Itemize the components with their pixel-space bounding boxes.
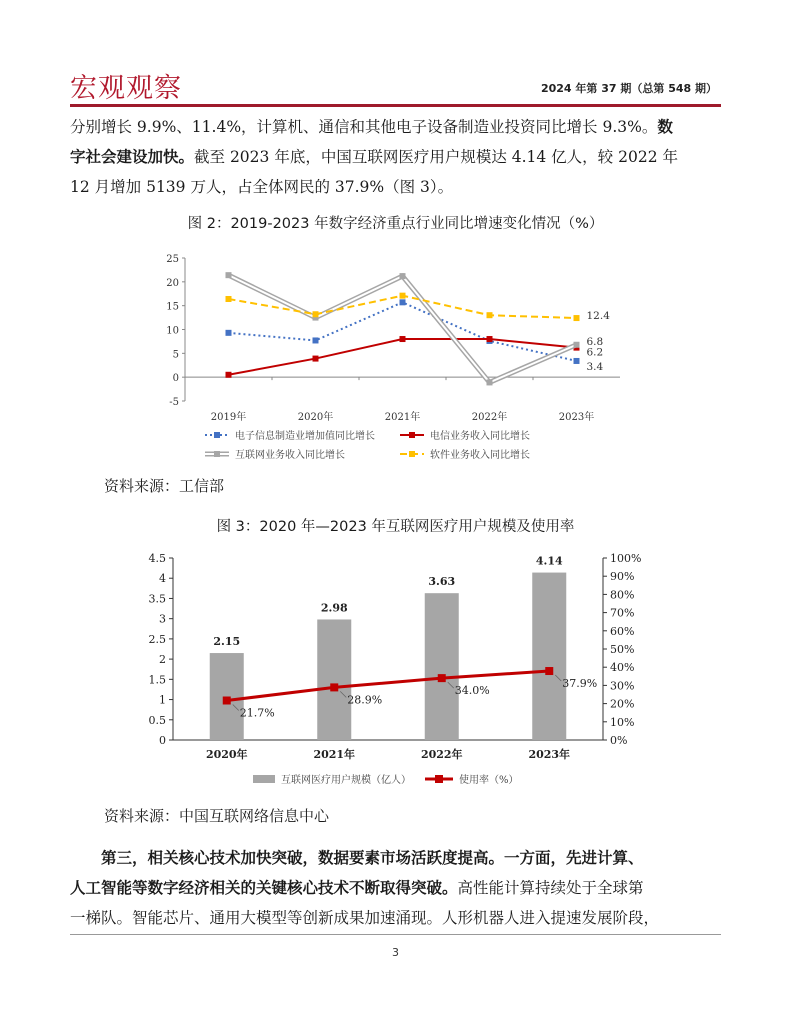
header-rule [70,104,721,107]
legend-line-marker [435,775,443,783]
y-tick-label: 0 [172,373,179,385]
legend-label: 互联网业务收入同比增长 [235,450,345,461]
legend-label: 使用率（%） [459,775,519,786]
body-line: 第三，相关核心技术加快突破，数据要素市场活跃度提高。一方面，先进计算、 [101,849,644,867]
rate-line [227,671,550,700]
x-tick-label: 2020年 [205,748,248,761]
publication-brand: 宏观观察 [70,73,182,104]
left-y-tick-label: 4 [159,572,166,586]
right-y-tick-label: 30% [610,679,635,693]
legend-marker [214,432,220,438]
right-y-tick-label: 10% [610,715,635,729]
left-y-tick-label: 2.5 [148,632,166,646]
legend-label: 电子信息制造业增加值同比增长 [235,431,375,442]
figure2-source: 资料来源：工信部 [104,477,225,495]
left-y-tick-label: 3.5 [148,592,166,606]
data-point [487,336,493,342]
data-point [226,330,232,336]
data-point [313,337,319,343]
figure2-title: 图 2：2019-2023 年数字经济重点行业同比增速变化情况（%） [187,216,604,232]
right-y-tick-label: 70% [610,606,635,620]
rate-value-label: 37.9% [562,677,598,691]
left-y-tick-label: 1.5 [148,673,166,687]
data-point [400,273,406,279]
x-tick-label: 2021年 [313,748,356,761]
data-label: 6.8 [586,335,604,348]
rate-point [330,683,338,691]
right-y-tick-label: 100% [610,552,642,565]
figure3-source: 资料来源：中国互联网络信息中心 [104,807,330,825]
y-tick-label: 20 [166,277,179,289]
x-tick-label: 2020年 [297,412,334,423]
y-tick-label: 5 [172,349,179,361]
legend-label: 互联网医疗用户规模（亿人） [281,775,411,786]
right-y-tick-label: 0% [610,734,628,747]
issue-number: 2024 年第 37 期（总第 548 期） [540,82,717,95]
data-point [487,379,493,385]
intro-line: 12 月增加 5139 万人，占全体网民的 37.9%（图 3）。 [70,178,454,196]
intro-line: 字社会建设加快。截至 2023 年底，中国互联网医疗用户规模达 4.14 亿人，较 2022 年 [70,148,678,166]
body-paragraph [70,843,721,933]
x-tick-label: 2021年 [384,412,421,423]
page-number: 3 [392,946,399,959]
body-line: 一梯队。智能芯片、通用大模型等创新成果加速涌现。人形机器人进入提速发展阶段， [70,909,660,927]
data-point [226,296,232,302]
data-point [574,358,580,364]
figure2-line-chart [150,248,640,463]
rate-value-label: 21.7% [239,706,275,720]
left-y-tick-label: 1 [159,693,166,707]
y-tick-label: 15 [166,301,179,313]
intro-paragraph [70,112,721,202]
rate-point [223,697,231,705]
series-line-inner [229,275,577,382]
data-point [400,336,406,342]
series-line [229,302,577,361]
rate-point [545,667,553,675]
data-label: 12.4 [586,310,610,323]
legend-label: 电信业务收入同比增长 [430,431,530,442]
data-point [313,311,319,317]
right-y-tick-label: 90% [610,570,635,584]
data-point [487,312,493,318]
y-tick-label: 10 [166,325,179,337]
rate-value-label: 28.9% [347,693,383,707]
legend-marker [214,451,220,457]
x-tick-label: 2022年 [420,748,463,761]
data-point [574,342,580,348]
data-point [226,372,232,378]
data-point [226,272,232,278]
y-tick-label: -5 [169,397,179,408]
intro-line: 分别增长 9.9%、11.4%，计算机、通信和其他电子设备制造业投资同比增长 9.3%。数 [70,118,673,136]
legend-label: 软件业务收入同比增长 [430,450,530,461]
left-y-tick-label: 0 [159,734,166,747]
right-y-tick-label: 20% [610,697,635,711]
left-y-tick-label: 0.5 [148,713,166,727]
right-y-tick-label: 80% [610,588,635,602]
bar [317,619,351,740]
data-point [400,299,406,305]
x-tick-label: 2019年 [210,412,247,423]
rate-value-label: 34.0% [454,684,490,698]
data-point [313,356,319,362]
right-y-tick-label: 40% [610,661,635,675]
bar-value-label: 2.98 [320,601,348,615]
x-tick-label: 2023年 [558,412,595,423]
legend-marker [409,451,415,457]
figure3-combo-chart [135,548,655,798]
footer-rule [70,934,721,935]
data-point [574,315,580,321]
bar [425,593,459,740]
bar-value-label: 3.63 [428,575,456,589]
legend-bar-swatch [253,775,275,783]
data-point [400,293,406,299]
bar [532,573,566,740]
x-tick-label: 2023年 [528,748,571,761]
right-y-tick-label: 50% [610,643,635,656]
legend-marker [409,432,415,438]
left-y-tick-label: 4.5 [148,552,166,565]
y-tick-label: 25 [166,254,179,265]
data-label: 3.4 [586,360,604,373]
figure3-title: 图 3：2020 年—2023 年互联网医疗用户规模及使用率 [216,519,575,535]
right-y-tick-label: 60% [610,624,635,638]
x-tick-label: 2022年 [471,412,508,423]
bar-value-label: 2.15 [213,635,241,649]
body-line: 人工智能等数字经济相关的关键核心技术不断取得突破。高性能计算持续处于全球第 [70,879,644,897]
left-y-tick-label: 2 [159,653,166,667]
bar-value-label: 4.14 [535,554,563,568]
data-label: 6.2 [586,346,604,359]
rate-point [438,674,446,682]
left-y-tick-label: 3 [159,612,166,626]
